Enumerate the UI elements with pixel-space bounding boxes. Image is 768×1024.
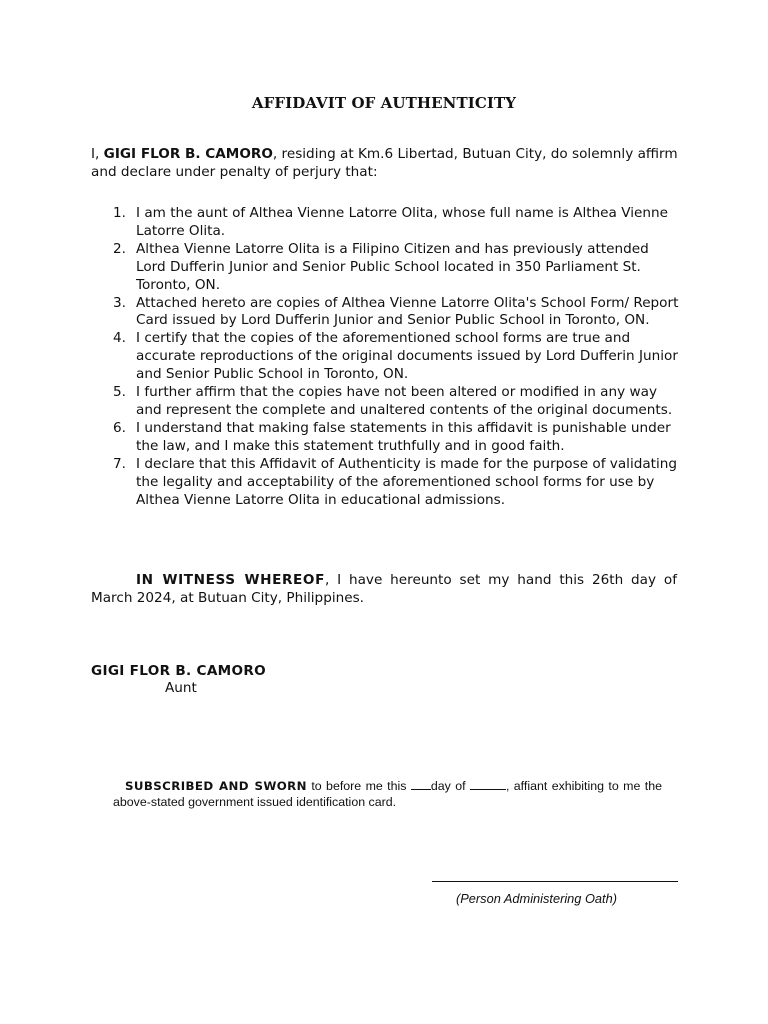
list-item: [91, 295, 681, 331]
statement-number: 4.: [113, 330, 126, 347]
list-item: [91, 420, 681, 456]
statement-text: I further affirm that the copies have not been altered or modified in any way and represent the complete and unaltered contents of the original documents.: [136, 384, 673, 418]
statement-text: I understand that making false statements in this affidavit is punishable under the law, and I make this statement truthfully and in good faith.: [136, 419, 671, 454]
statement-list: [91, 205, 681, 509]
witness-heading: IN WITNESS WHEREOF: [136, 572, 325, 588]
witness-text: , I have hereunto set my hand this 26th day of March 2024, at Butuan City, Philippines.: [91, 572, 678, 606]
statement-number: 2.: [113, 240, 126, 257]
signatory-role: Aunt: [165, 680, 197, 696]
list-item: [91, 205, 681, 241]
jurat-text-1: to before me this: [306, 779, 411, 793]
intro-lead: I,: [91, 146, 104, 162]
list-item: [91, 456, 681, 510]
oath-officer-label: (Person Administering Oath): [456, 891, 617, 906]
statement-number: 5.: [113, 384, 126, 401]
signatory-name: GIGI FLOR B. CAMORO: [91, 663, 266, 679]
month-blank: [470, 778, 506, 790]
jurat-paragraph: [113, 778, 662, 810]
document-title: AFFIDAVIT OF AUTHENTICITY: [251, 94, 517, 112]
statement-text: I certify that the copies of the aforementioned school forms are true and accurate reproductions of the original documents issued by Lord Dufferin Junior and Senior Public School in Toronto, ON.: [136, 330, 678, 383]
statement-text: Althea Vienne Latorre Olita is a Filipino Citizen and has previously attended Lord Dufferin Junior and Senior Public School located in 350 Parliament St. Toronto, ON.: [136, 240, 649, 293]
intro-text: , residing at Km.6 Libertad, Butuan City, do solemnly affirm and declare under penalty of perjury that:: [91, 146, 678, 180]
statement-number: 6.: [113, 419, 126, 436]
jurat-heading: SUBSCRIBED AND SWORN: [125, 779, 307, 793]
officer-signature-line: [432, 881, 678, 882]
affiant-name: GIGI FLOR B. CAMORO: [103, 146, 273, 162]
statement-text: Attached hereto are copies of Althea Vienne Latorre Olita's School Form/ Report Card issued by Lord Dufferin Junior and Senior Public School in Toronto, ON.: [136, 294, 679, 329]
list-item: [91, 241, 681, 295]
intro-paragraph: [91, 145, 681, 181]
witness-paragraph: [91, 571, 677, 607]
list-item: [91, 330, 681, 384]
statement-number: 3.: [113, 294, 126, 311]
statement-text: I declare that this Affidavit of Authenticity is made for the purpose of validating the legality and acceptability of the aforementioned school forms for use by Althea Vienne Latorre Olita in educational admissions.: [136, 455, 678, 508]
jurat-text-2: day of: [430, 779, 470, 793]
day-blank: [411, 778, 431, 790]
statement-number: 7.: [113, 455, 126, 472]
list-item: [91, 384, 681, 420]
statement-text: I am the aunt of Althea Vienne Latorre Olita, whose full name is Althea Vienne Latorre Olita.: [136, 205, 668, 239]
jurat-text-3: , affiant exhibiting to me the above-stated government issued identification card.: [113, 779, 662, 809]
statement-number: 1.: [113, 205, 126, 221]
